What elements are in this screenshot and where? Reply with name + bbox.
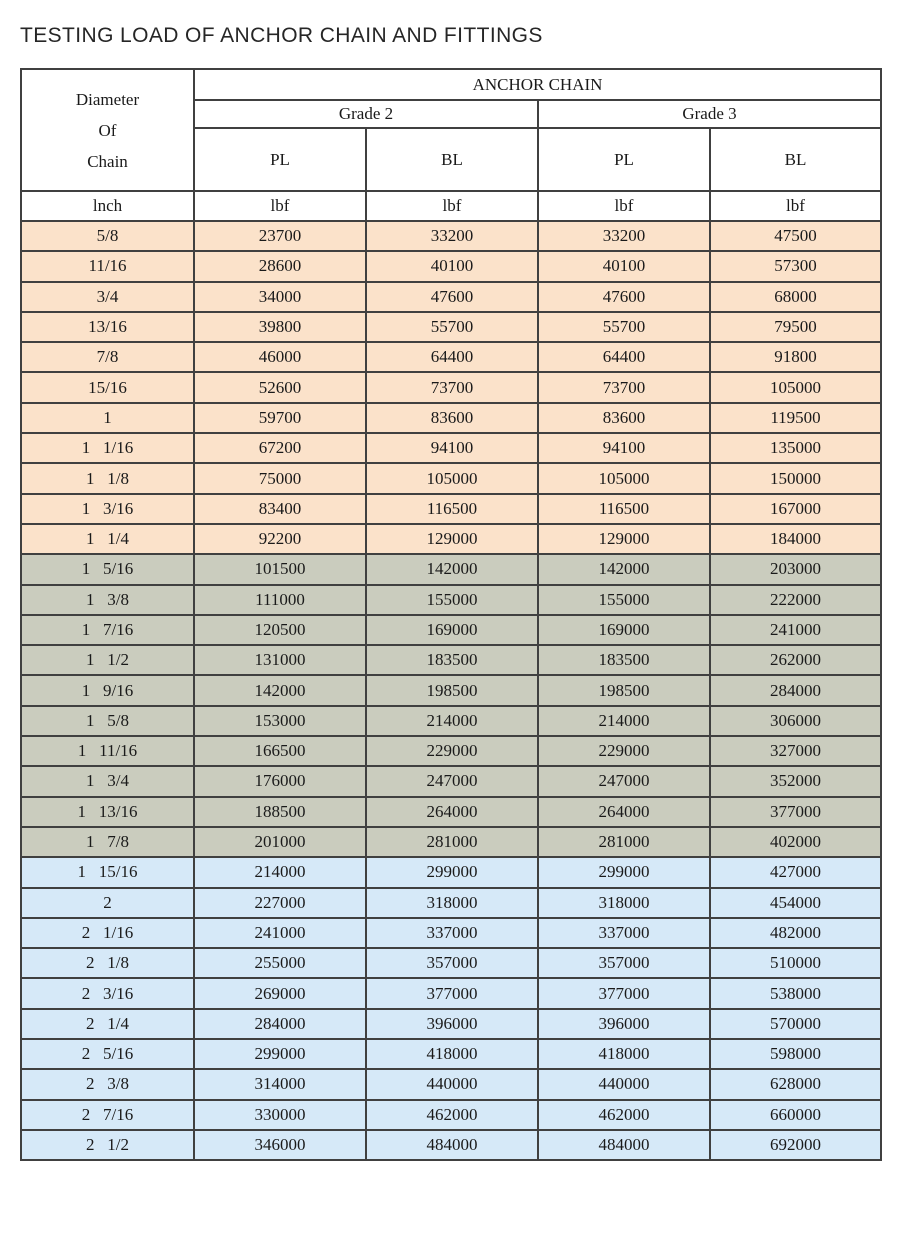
table-row <box>21 978 881 1008</box>
value-cell: 377000 <box>710 797 881 827</box>
table-row <box>21 342 881 372</box>
value-cell: 105000 <box>710 372 881 402</box>
diameter-cell: 2 1/2 <box>21 1130 194 1160</box>
value-cell: 188500 <box>194 797 366 827</box>
value-cell: 570000 <box>710 1009 881 1039</box>
value-cell: 306000 <box>710 706 881 736</box>
testing-load-table <box>20 68 882 1161</box>
value-cell: 284000 <box>710 675 881 705</box>
table-row <box>21 403 881 433</box>
unit-lbf: lbf <box>194 191 366 221</box>
value-cell: 227000 <box>194 888 366 918</box>
value-cell: 119500 <box>710 403 881 433</box>
value-cell: 598000 <box>710 1039 881 1069</box>
grade2-header: Grade 2 <box>194 100 538 128</box>
value-cell: 418000 <box>538 1039 710 1069</box>
page-title: TESTING LOAD OF ANCHOR CHAIN AND FITTINGS <box>20 24 543 47</box>
value-cell: 47600 <box>366 282 538 312</box>
value-cell: 281000 <box>366 827 538 857</box>
unit-lbf: lbf <box>538 191 710 221</box>
value-cell: 142000 <box>538 554 710 584</box>
value-cell: 482000 <box>710 918 881 948</box>
value-cell: 153000 <box>194 706 366 736</box>
value-cell: 33200 <box>538 221 710 251</box>
value-cell: 440000 <box>538 1069 710 1099</box>
value-cell: 462000 <box>366 1100 538 1130</box>
unit-lbf: lbf <box>366 191 538 221</box>
value-cell: 120500 <box>194 615 366 645</box>
value-cell: 241000 <box>710 615 881 645</box>
value-cell: 40100 <box>538 251 710 281</box>
value-cell: 28600 <box>194 251 366 281</box>
diameter-cell: 2 7/16 <box>21 1100 194 1130</box>
grade3-pl-header: PL <box>538 128 710 191</box>
table-row <box>21 524 881 554</box>
value-cell: 241000 <box>194 918 366 948</box>
value-cell: 39800 <box>194 312 366 342</box>
value-cell: 318000 <box>538 888 710 918</box>
diameter-cell: 1 1/16 <box>21 433 194 463</box>
value-cell: 33200 <box>366 221 538 251</box>
value-cell: 214000 <box>538 706 710 736</box>
value-cell: 52600 <box>194 372 366 402</box>
value-cell: 692000 <box>710 1130 881 1160</box>
value-cell: 299000 <box>538 857 710 887</box>
diameter-cell: 1 <box>21 403 194 433</box>
diameter-cell: 1 3/4 <box>21 766 194 796</box>
diameter-cell: 15/16 <box>21 372 194 402</box>
diameter-cell: 5/8 <box>21 221 194 251</box>
value-cell: 247000 <box>538 766 710 796</box>
value-cell: 67200 <box>194 433 366 463</box>
table-row <box>21 1100 881 1130</box>
value-cell: 203000 <box>710 554 881 584</box>
value-cell: 357000 <box>538 948 710 978</box>
value-cell: 628000 <box>710 1069 881 1099</box>
table-row <box>21 494 881 524</box>
table-row <box>21 372 881 402</box>
diameter-cell: 2 1/8 <box>21 948 194 978</box>
value-cell: 214000 <box>194 857 366 887</box>
value-cell: 68000 <box>710 282 881 312</box>
value-cell: 357000 <box>366 948 538 978</box>
value-cell: 129000 <box>366 524 538 554</box>
value-cell: 269000 <box>194 978 366 1008</box>
table-row <box>21 221 881 251</box>
value-cell: 116500 <box>538 494 710 524</box>
value-cell: 214000 <box>366 706 538 736</box>
value-cell: 40100 <box>366 251 538 281</box>
value-cell: 484000 <box>538 1130 710 1160</box>
diameter-header-line2: Of <box>98 120 117 140</box>
diameter-cell: 13/16 <box>21 312 194 342</box>
table-row <box>21 857 881 887</box>
value-cell: 166500 <box>194 736 366 766</box>
value-cell: 440000 <box>366 1069 538 1099</box>
value-cell: 116500 <box>366 494 538 524</box>
value-cell: 94100 <box>366 433 538 463</box>
diameter-cell: 2 <box>21 888 194 918</box>
value-cell: 183500 <box>366 645 538 675</box>
value-cell: 255000 <box>194 948 366 978</box>
diameter-cell: 1 1/4 <box>21 524 194 554</box>
value-cell: 79500 <box>710 312 881 342</box>
diameter-cell: 1 5/16 <box>21 554 194 584</box>
table-row <box>21 585 881 615</box>
value-cell: 83400 <box>194 494 366 524</box>
diameter-cell: 2 1/16 <box>21 918 194 948</box>
table-row <box>21 645 881 675</box>
value-cell: 264000 <box>366 797 538 827</box>
table-row <box>21 312 881 342</box>
value-cell: 23700 <box>194 221 366 251</box>
value-cell: 462000 <box>538 1100 710 1130</box>
table-row <box>21 797 881 827</box>
value-cell: 418000 <box>366 1039 538 1069</box>
value-cell: 57300 <box>710 251 881 281</box>
value-cell: 129000 <box>538 524 710 554</box>
diameter-cell: 2 3/16 <box>21 978 194 1008</box>
table-row <box>21 948 881 978</box>
table-row <box>21 1130 881 1160</box>
value-cell: 427000 <box>710 857 881 887</box>
units-row <box>21 191 881 221</box>
value-cell: 142000 <box>366 554 538 584</box>
value-cell: 510000 <box>710 948 881 978</box>
value-cell: 73700 <box>538 372 710 402</box>
value-cell: 131000 <box>194 645 366 675</box>
diameter-cell: 7/8 <box>21 342 194 372</box>
value-cell: 264000 <box>538 797 710 827</box>
diameter-cell: 2 5/16 <box>21 1039 194 1069</box>
value-cell: 281000 <box>538 827 710 857</box>
value-cell: 318000 <box>366 888 538 918</box>
value-cell: 169000 <box>538 615 710 645</box>
value-cell: 454000 <box>710 888 881 918</box>
diameter-cell: 1 13/16 <box>21 797 194 827</box>
value-cell: 105000 <box>366 463 538 493</box>
value-cell: 135000 <box>710 433 881 463</box>
value-cell: 91800 <box>710 342 881 372</box>
value-cell: 47500 <box>710 221 881 251</box>
value-cell: 55700 <box>538 312 710 342</box>
value-cell: 105000 <box>538 463 710 493</box>
anchor-chain-row <box>21 69 881 100</box>
diameter-cell: 1 5/8 <box>21 706 194 736</box>
value-cell: 284000 <box>194 1009 366 1039</box>
value-cell: 73700 <box>366 372 538 402</box>
diameter-cell: 1 3/8 <box>21 585 194 615</box>
grade2-pl-header: PL <box>194 128 366 191</box>
value-cell: 198500 <box>538 675 710 705</box>
diameter-cell: 11/16 <box>21 251 194 281</box>
anchor-chain-header: ANCHOR CHAIN <box>194 69 881 100</box>
value-cell: 262000 <box>710 645 881 675</box>
diameter-header-line1: Diameter <box>75 89 140 109</box>
table-row <box>21 675 881 705</box>
value-cell: 660000 <box>710 1100 881 1130</box>
value-cell: 299000 <box>366 857 538 887</box>
table-row <box>21 736 881 766</box>
value-cell: 83600 <box>366 403 538 433</box>
table-row <box>21 706 881 736</box>
diameter-cell: 1 15/16 <box>21 857 194 887</box>
diameter-cell: 2 3/8 <box>21 1069 194 1099</box>
table-row <box>21 615 881 645</box>
unit-inch: lnch <box>21 191 194 221</box>
value-cell: 59700 <box>194 403 366 433</box>
table-row <box>21 827 881 857</box>
table-row <box>21 1009 881 1039</box>
table-row <box>21 1069 881 1099</box>
diameter-cell: 1 9/16 <box>21 675 194 705</box>
value-cell: 198500 <box>366 675 538 705</box>
value-cell: 142000 <box>194 675 366 705</box>
diameter-cell: 3/4 <box>21 282 194 312</box>
value-cell: 346000 <box>194 1130 366 1160</box>
value-cell: 299000 <box>194 1039 366 1069</box>
value-cell: 169000 <box>366 615 538 645</box>
value-cell: 247000 <box>366 766 538 796</box>
value-cell: 46000 <box>194 342 366 372</box>
value-cell: 352000 <box>710 766 881 796</box>
table-body <box>21 221 881 1160</box>
value-cell: 155000 <box>538 585 710 615</box>
table-row <box>21 251 881 281</box>
diameter-cell: 1 1/2 <box>21 645 194 675</box>
value-cell: 176000 <box>194 766 366 796</box>
diameter-cell: 1 3/16 <box>21 494 194 524</box>
value-cell: 229000 <box>538 736 710 766</box>
value-cell: 396000 <box>538 1009 710 1039</box>
value-cell: 75000 <box>194 463 366 493</box>
value-cell: 377000 <box>366 978 538 1008</box>
value-cell: 327000 <box>710 736 881 766</box>
value-cell: 396000 <box>366 1009 538 1039</box>
value-cell: 402000 <box>710 827 881 857</box>
diameter-cell: 1 7/8 <box>21 827 194 857</box>
value-cell: 55700 <box>366 312 538 342</box>
value-cell: 184000 <box>710 524 881 554</box>
diameter-cell: 1 1/8 <box>21 463 194 493</box>
value-cell: 314000 <box>194 1069 366 1099</box>
value-cell: 34000 <box>194 282 366 312</box>
value-cell: 94100 <box>538 433 710 463</box>
table-row <box>21 888 881 918</box>
value-cell: 229000 <box>366 736 538 766</box>
value-cell: 155000 <box>366 585 538 615</box>
table-row <box>21 1039 881 1069</box>
diameter-header-cell <box>21 69 194 191</box>
unit-lbf: lbf <box>710 191 881 221</box>
value-cell: 64400 <box>366 342 538 372</box>
table-row <box>21 463 881 493</box>
grade2-bl-header: BL <box>366 128 538 191</box>
value-cell: 337000 <box>366 918 538 948</box>
value-cell: 92200 <box>194 524 366 554</box>
value-cell: 183500 <box>538 645 710 675</box>
table-row <box>21 918 881 948</box>
diameter-cell: 1 7/16 <box>21 615 194 645</box>
value-cell: 64400 <box>538 342 710 372</box>
value-cell: 538000 <box>710 978 881 1008</box>
diameter-cell: 2 1/4 <box>21 1009 194 1039</box>
value-cell: 222000 <box>710 585 881 615</box>
value-cell: 150000 <box>710 463 881 493</box>
value-cell: 337000 <box>538 918 710 948</box>
value-cell: 83600 <box>538 403 710 433</box>
value-cell: 111000 <box>194 585 366 615</box>
value-cell: 101500 <box>194 554 366 584</box>
grade3-bl-header: BL <box>710 128 881 191</box>
value-cell: 201000 <box>194 827 366 857</box>
value-cell: 484000 <box>366 1130 538 1160</box>
value-cell: 167000 <box>710 494 881 524</box>
value-cell: 47600 <box>538 282 710 312</box>
table-row <box>21 282 881 312</box>
grade3-header: Grade 3 <box>538 100 881 128</box>
diameter-header-line3: Chain <box>87 151 128 171</box>
diameter-cell: 1 11/16 <box>21 736 194 766</box>
value-cell: 377000 <box>538 978 710 1008</box>
table-row <box>21 554 881 584</box>
table-row <box>21 433 881 463</box>
table-row <box>21 766 881 796</box>
value-cell: 330000 <box>194 1100 366 1130</box>
